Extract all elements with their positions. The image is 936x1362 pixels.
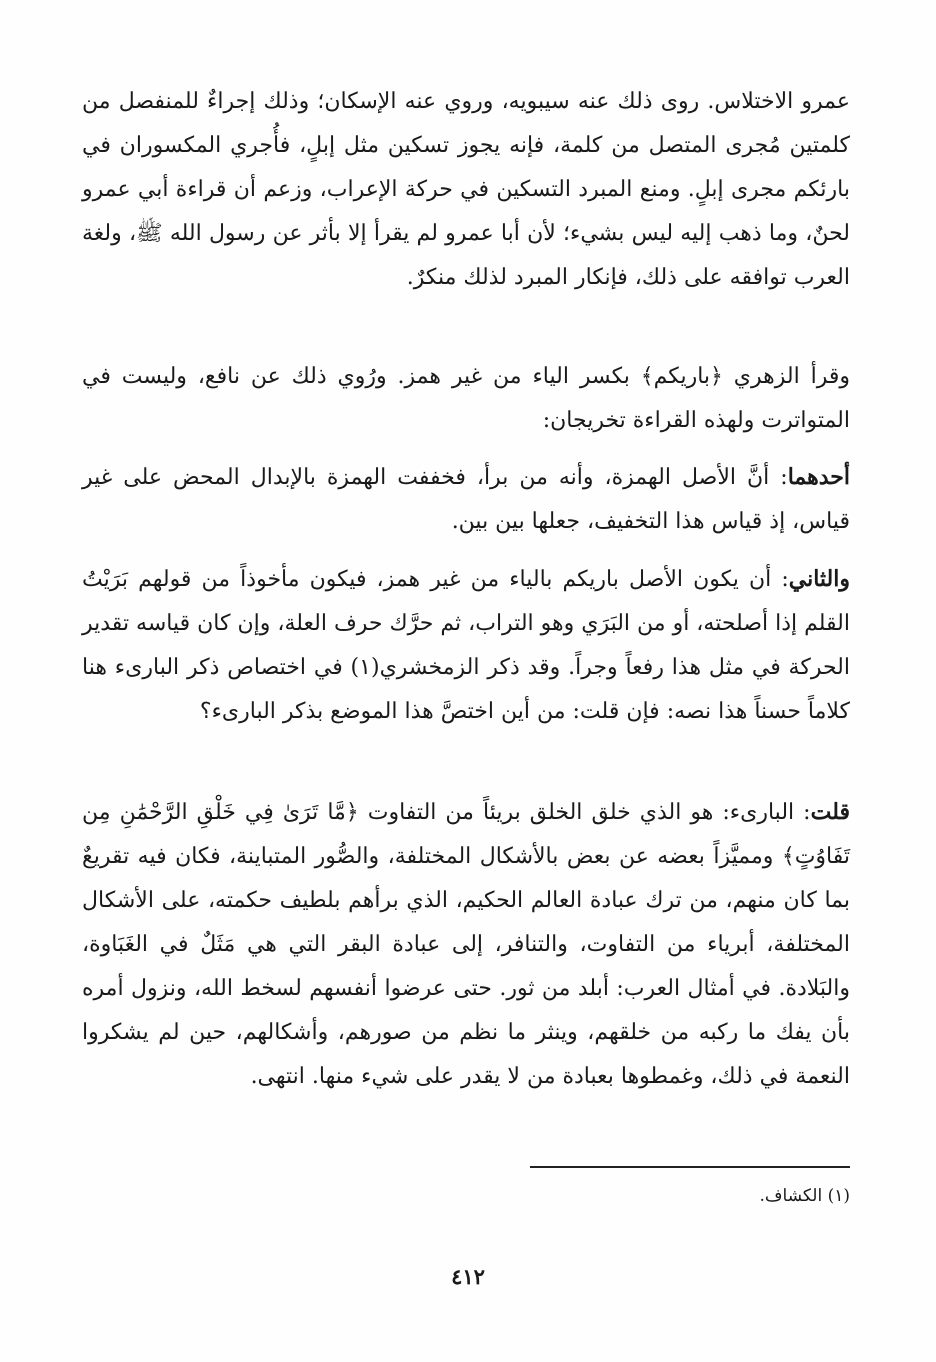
footnote: (١) الكشاف. [759, 1186, 850, 1206]
paragraph-5-text: : البارىء: هو الذي خلق الخلق بريئاً من التفاوت ﴿مَّا تَرَىٰ فِي خَلْقِ الرَّحْمَٰنِ مِن تَفَاوُتٍ﴾ ومميَّزاً بعضه عن بعض بالأشكال المختلفة، والصُّور المتباينة، فكان فيه تقريعٌ بما كان منهم، من ترك عبادة العالم الحكيم، الذي برأهم بلطيف حكمته، على الأشكال المختلفة، أبرياء من التفاوت، والتنافر، إلى عبادة البقر التي هي مَثَلٌ في الغَبَاوة، والبَلادة. في أمثال العرب: أبلد من ثور. حتى عرضوا أنفسهم لسخط الله، ونزول أمره بأن يفك ما ركبه من خلقهم، وينثر ما نظم من صورهم، وأشكالهم، حين لم يشكروا النعمة في ذلك، وغمطوها بعبادة من لا يقدر على شيء منها. انتهى. [82, 800, 850, 1089]
footnote-divider [530, 1166, 850, 1168]
paragraph-3-lead: أحدهما [787, 464, 850, 490]
page-number: ٤١٢ [451, 1264, 485, 1289]
paragraph-4 [82, 557, 850, 734]
paragraph-1-text: عمرو الاختلاس. روى ذلك عنه سيبويه، وروي عنه الإسكان؛ وذلك إجراءٌ للمنفصل من كلمتين مُجرى المتصل من كلمة، فإنه يجوز تسكين مثل إبلٍ، فأُجري المكسوران في بارئكم مجرى إبلٍ. ومنع المبرد التسكين في حركة الإعراب، وزعم أن قراءة أبي عمرو لحنٌ، وما ذهب إليه ليس بشيء؛ لأن أبا عمرو لم يقرأ إلا بأثر عن رسول الله ﷺ، ولغة العرب توافقه على ذلك، فإنكار المبرد لذلك منكرٌ. [82, 89, 850, 290]
paragraph-5-lead: قلت [810, 799, 850, 825]
paragraph-2-text: وقرأ الزهري ﴿باريكم﴾ بكسر الياء من غير همز. ورُوي ذلك عن نافع، وليست في المتواترت ولهذه القراءة تخريجان: [82, 364, 850, 433]
paragraph-2 [82, 355, 850, 443]
paragraph-1 [82, 80, 850, 300]
paragraph-4-text: : أن يكون الأصل باريكم بالياء من غير همز، فيكون مأخوذاً من قولهم بَرَيْتُ القلم إذا أصلحته، أو من البَرَي وهو التراب، ثم حرَّك حرف العلة، وإن كان قياسه تقدير الحركة في مثل هذا رفعاً وجراً. وقد ذكر الزمخشري(١) في اختصاص ذكر البارىء هنا كلاماً حسناً هذا نصه: فإن قلت: من أين اختصَّ هذا الموضع بذكر البارىء؟ [82, 567, 850, 724]
paragraph-4-lead: والثاني [788, 566, 850, 592]
paragraph-3-text: : أنَّ الأصل الهمزة، وأنه من برأ، فخففت الهمزة بالإبدال المحض على غير قياس، إذ قياس هذا التخفيف، جعلها بين بين. [82, 465, 850, 534]
paragraph-5 [82, 790, 850, 1099]
paragraph-3 [82, 455, 850, 544]
